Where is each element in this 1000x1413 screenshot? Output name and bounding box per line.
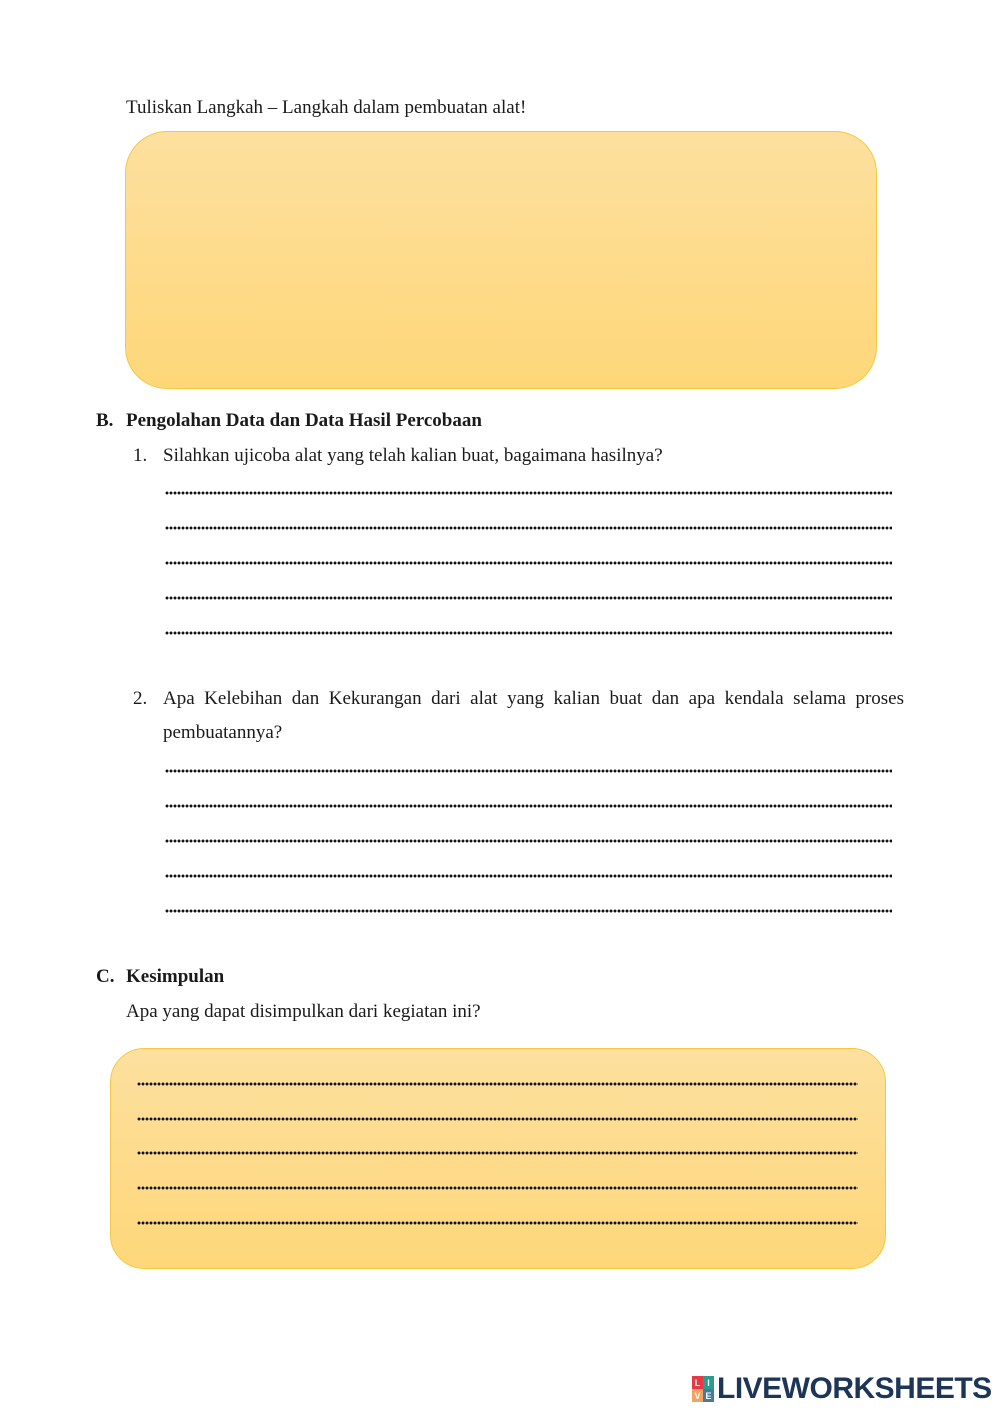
dotted-line (165, 909, 892, 913)
dotted-line (165, 526, 892, 530)
section-c-letter: C. (96, 966, 115, 987)
q2-number: 2. (133, 688, 148, 709)
section-c-title: Kesimpulan (126, 966, 225, 987)
liveworksheets-logo[interactable] (692, 1373, 992, 1405)
conclusion-answer-box[interactable] (110, 1048, 886, 1269)
liveworksheets-logo-text: LIVEWORKSHEETS (717, 1372, 992, 1405)
q2-text-line2: pembuatannya? (163, 722, 283, 743)
steps-instruction: Tuliskan Langkah – Langkah dalam pembuatan alat! (126, 97, 527, 118)
liveworksheets-logo-icon (692, 1376, 714, 1402)
logo-letter: V (692, 1389, 703, 1402)
steps-answer-box[interactable] (125, 131, 877, 389)
dotted-line (165, 874, 892, 878)
dotted-line (165, 804, 892, 808)
dotted-line (165, 561, 892, 565)
dotted-line (165, 631, 892, 635)
dotted-line (165, 769, 892, 773)
logo-letter: E (703, 1389, 714, 1402)
logo-letter: L (692, 1376, 703, 1389)
conclusion-question: Apa yang dapat disimpulkan dari kegiatan ini? (126, 1001, 481, 1022)
dotted-line (137, 1151, 858, 1155)
dotted-line (137, 1082, 858, 1086)
conclusion-answer-lines (137, 1081, 858, 1231)
dotted-line (137, 1221, 858, 1225)
dotted-line (165, 839, 892, 843)
dotted-line (165, 491, 892, 495)
q1-answer-lines[interactable] (165, 488, 892, 638)
q2-text-line1: Apa Kelebihan dan Kekurangan dari alat yang kalian buat dan apa kendala selama proses (163, 688, 904, 709)
q1-number: 1. (133, 445, 148, 466)
q2-answer-lines[interactable] (165, 766, 892, 916)
logo-letter: I (703, 1376, 714, 1389)
dotted-line (165, 596, 892, 600)
section-b-letter: B. (96, 410, 114, 431)
section-b-title: Pengolahan Data dan Data Hasil Percobaan (126, 410, 482, 431)
q1-text: Silahkan ujicoba alat yang telah kalian buat, bagaimana hasilnya? (163, 445, 663, 466)
dotted-line (137, 1117, 858, 1121)
dotted-line (137, 1186, 858, 1190)
